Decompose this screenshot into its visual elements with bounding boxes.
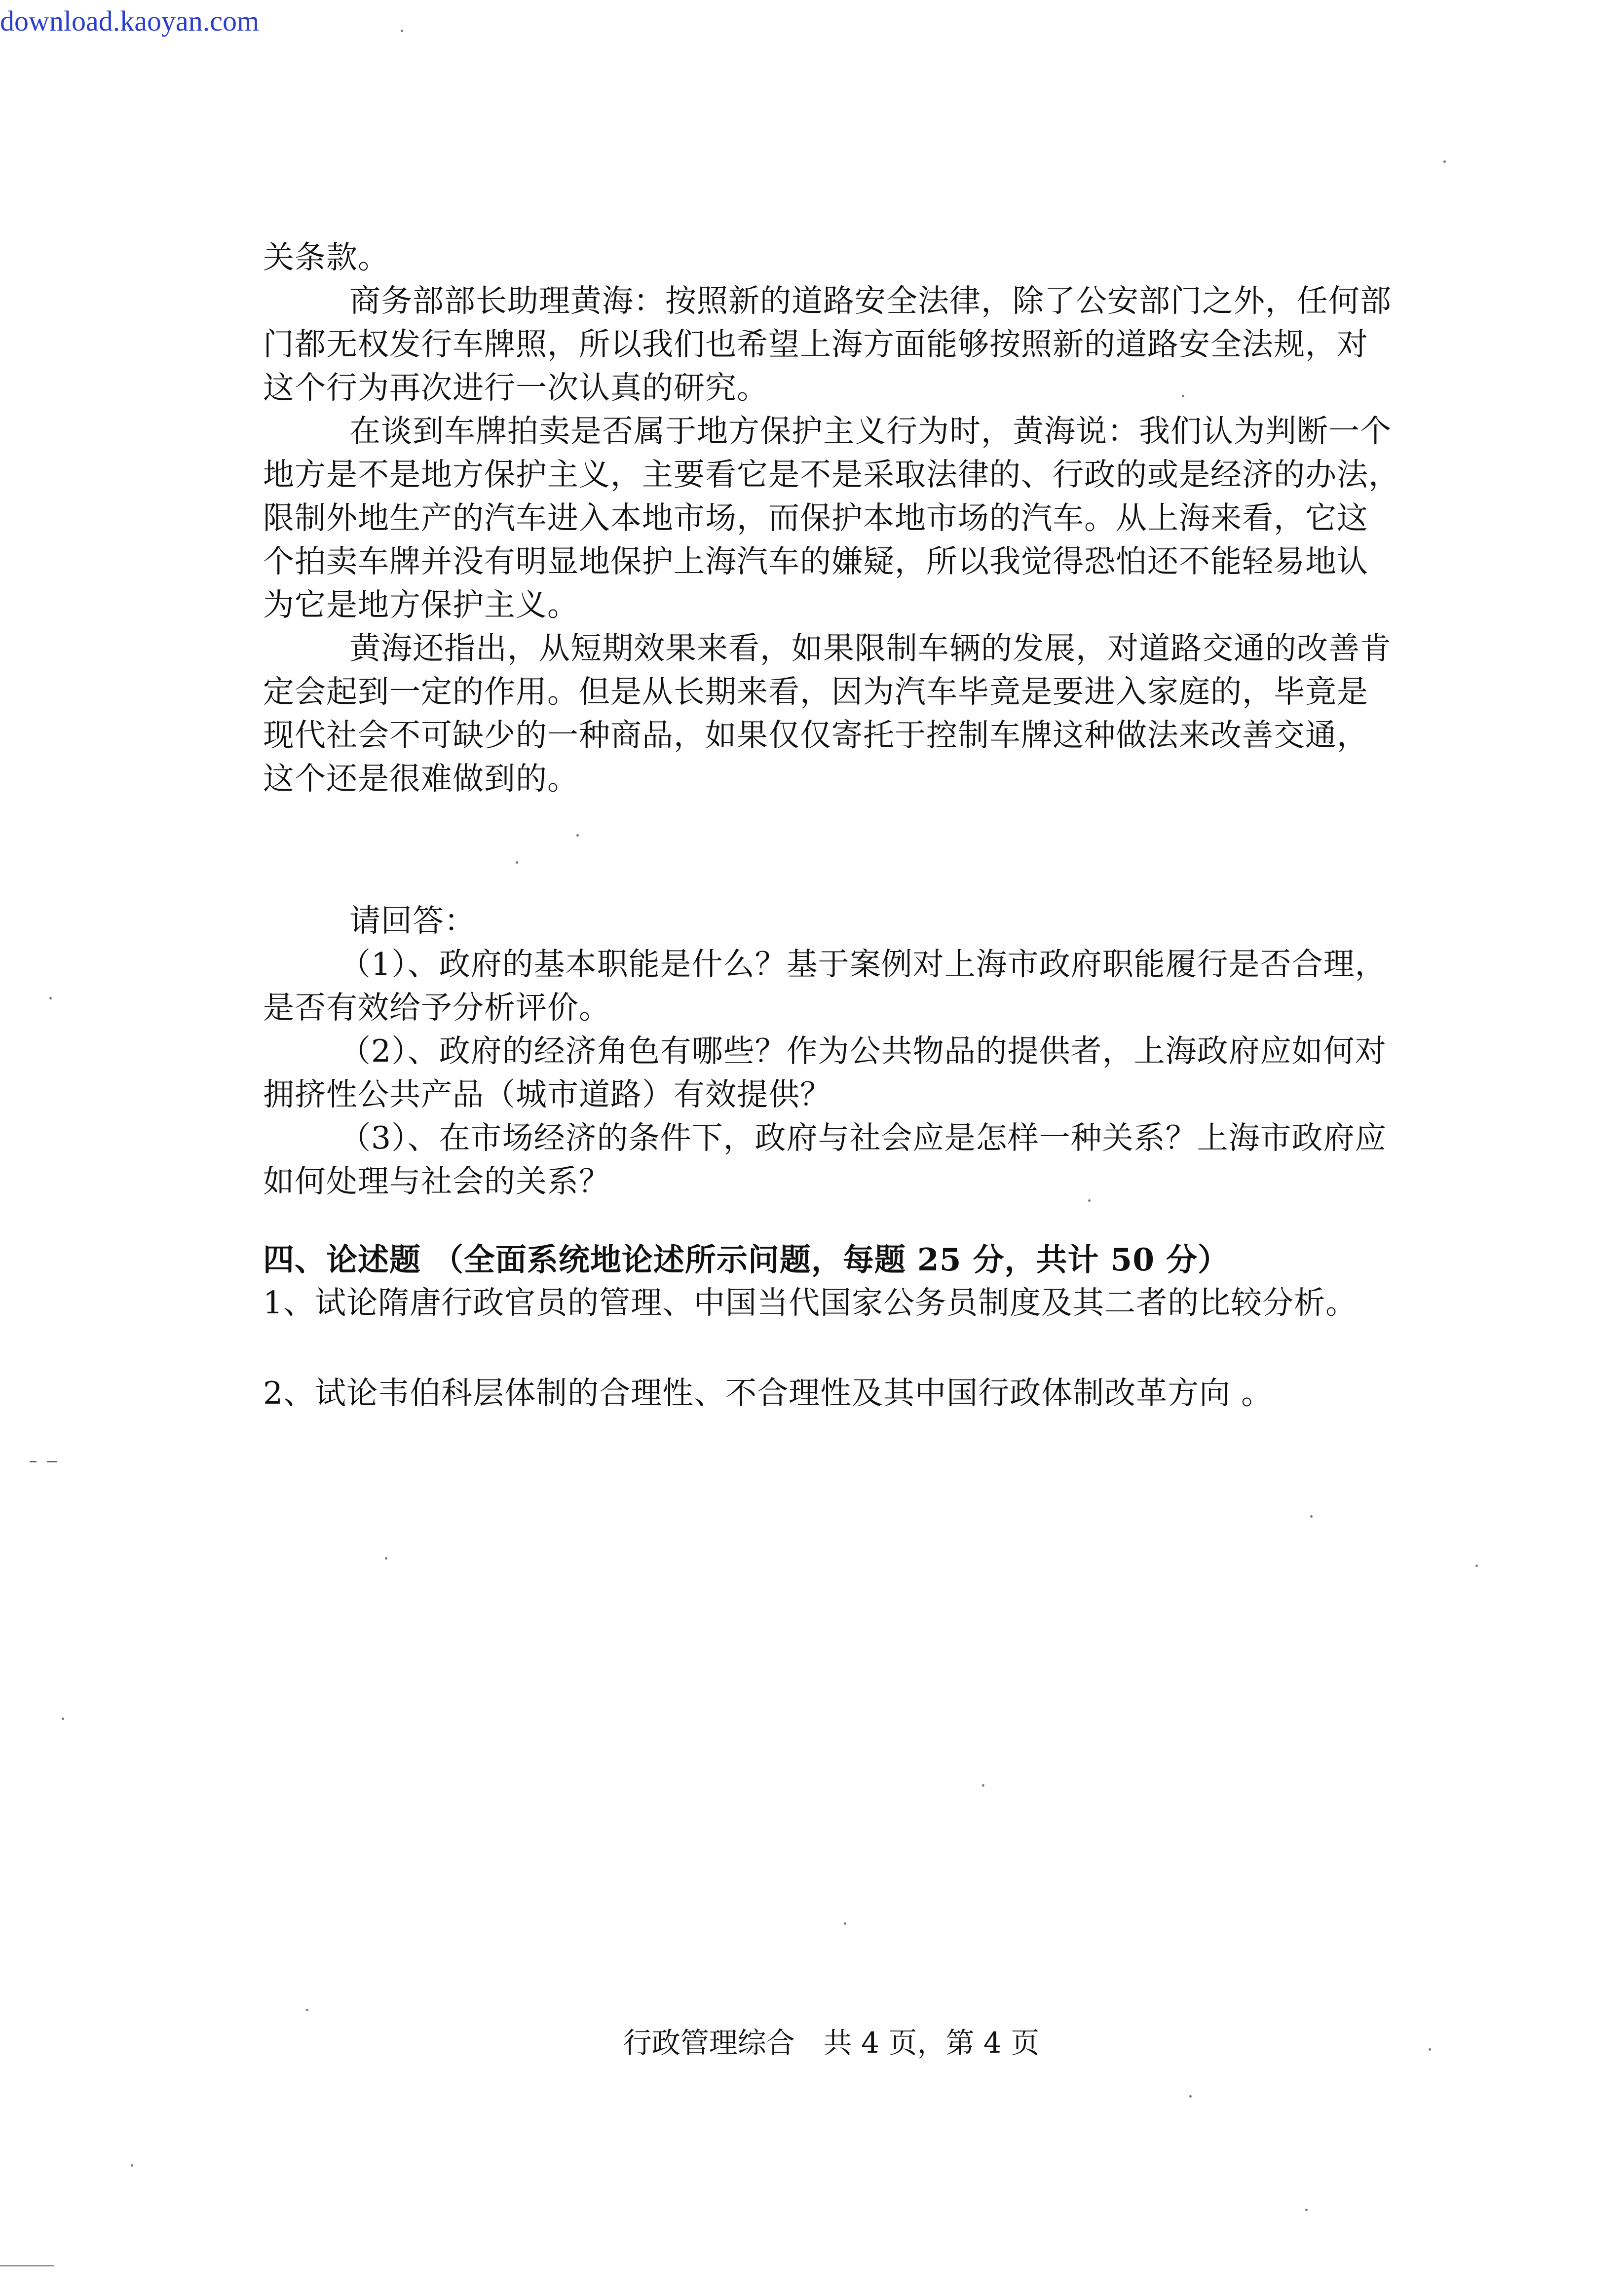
paragraph-line: 黄海还指出，从短期效果来看，如果限制车辆的发展，对道路交通的改善肯	[349, 630, 1392, 666]
paragraph-line: 这个行为再次进行一次认真的研究。	[263, 370, 768, 406]
scan-speck	[306, 2009, 308, 2011]
scan-speck	[1429, 2048, 1431, 2051]
paragraph-line: 为它是地方保护主义。	[263, 587, 579, 623]
paragraph-line: 商务部部长助理黄海：按照新的道路安全法律，除了公安部门之外，任何部	[349, 283, 1392, 319]
paragraph-line: 限制外地生产的汽车进入本地市场，而保护本地市场的汽车。从上海来看，它这	[263, 500, 1368, 536]
question-2-line: 拥挤性公共产品（城市道路）有效提供？	[263, 1076, 831, 1112]
question-3-line: （3）、在市场经济的条件下，政府与社会应是怎样一种关系？上海市政府应	[340, 1120, 1387, 1156]
paragraph-line: 现代社会不可缺少的一种商品，如果仅仅寄托于控制车牌这种做法来改善交通，	[263, 717, 1368, 753]
question-2-line: （2）、政府的经济角色有哪些？作为公共物品的提供者，上海政府应如何对	[340, 1033, 1387, 1069]
essay-question-1: 1、试论隋唐行政官员的管理、中国当代国家公务员制度及其二者的比较分析。	[263, 1285, 1358, 1321]
scan-speck	[1189, 2095, 1192, 2098]
scan-speck	[49, 997, 52, 999]
paragraph-line: 这个还是很难做到的。	[263, 761, 579, 797]
case-paragraph-1	[263, 279, 1462, 410]
question-1-line: （1）、政府的基本职能是什么？基于案例对上海市政府职能履行是否合理，	[340, 946, 1387, 982]
case-continuation-line: 关条款。	[263, 239, 389, 275]
paragraph-line: 地方是不是地方保护主义，主要看它是不是采取法律的、行政的或是经济的办法，	[263, 457, 1400, 493]
scan-speck	[576, 834, 579, 837]
question-3-line: 如何处理与社会的关系？	[263, 1163, 610, 1199]
section-4-heading: 四、论述题 （全面系统地论述所示问题，每题 25 分，共计 50 分）	[263, 1241, 1230, 1278]
scan-speck	[385, 1557, 387, 1560]
scan-mark	[30, 1461, 37, 1462]
scan-speck	[1443, 160, 1446, 163]
scan-speck	[401, 30, 403, 32]
paragraph-line: 在谈到车牌拍卖是否属于地方保护主义行为时，黄海说：我们认为判断一个	[349, 413, 1392, 449]
scan-speck	[1088, 1199, 1091, 1202]
questions-block	[263, 899, 1462, 1203]
paragraph-line: 定会起到一定的作用。但是从长期来看，因为汽车毕竟是要进入家庭的，毕竟是	[263, 674, 1368, 710]
watermark-text: download.kaoyan.com	[0, 5, 260, 37]
questions-prompt: 请回答：	[349, 903, 476, 939]
scan-speck	[844, 1922, 846, 1925]
scan-speck	[1475, 1565, 1478, 1567]
page-footer: 行政管理综合 共 4 页，第 4 页	[623, 2026, 1040, 2060]
question-1-line: 是否有效给予分析评价。	[263, 990, 610, 1026]
case-paragraph-2	[263, 410, 1462, 627]
paragraph-line: 个拍卖车牌并没有明显地保护上海汽车的嫌疑，所以我觉得恐怕还不能轻易地认	[263, 543, 1368, 579]
scan-speck	[1182, 395, 1184, 397]
essay-question-2: 2、试论韦伯科层体制的合理性、不合理性及其中国行政体制改革方向 。	[263, 1375, 1273, 1411]
section-4	[263, 1238, 1462, 1415]
paragraph-line: 门都无权发行车牌照，所以我们也希望上海方面能够按照新的道路安全法规，对	[263, 326, 1368, 362]
scan-speck	[1305, 2209, 1308, 2211]
scan-mark	[47, 1461, 57, 1462]
scan-mark	[0, 2265, 54, 2266]
scan-speck	[516, 861, 518, 864]
scan-speck	[62, 1718, 64, 1720]
scan-speck	[982, 1784, 984, 1787]
exam-body	[263, 236, 1462, 1415]
case-paragraph-3	[263, 627, 1462, 801]
scan-speck	[131, 2164, 133, 2167]
scan-speck	[1310, 1515, 1313, 1518]
